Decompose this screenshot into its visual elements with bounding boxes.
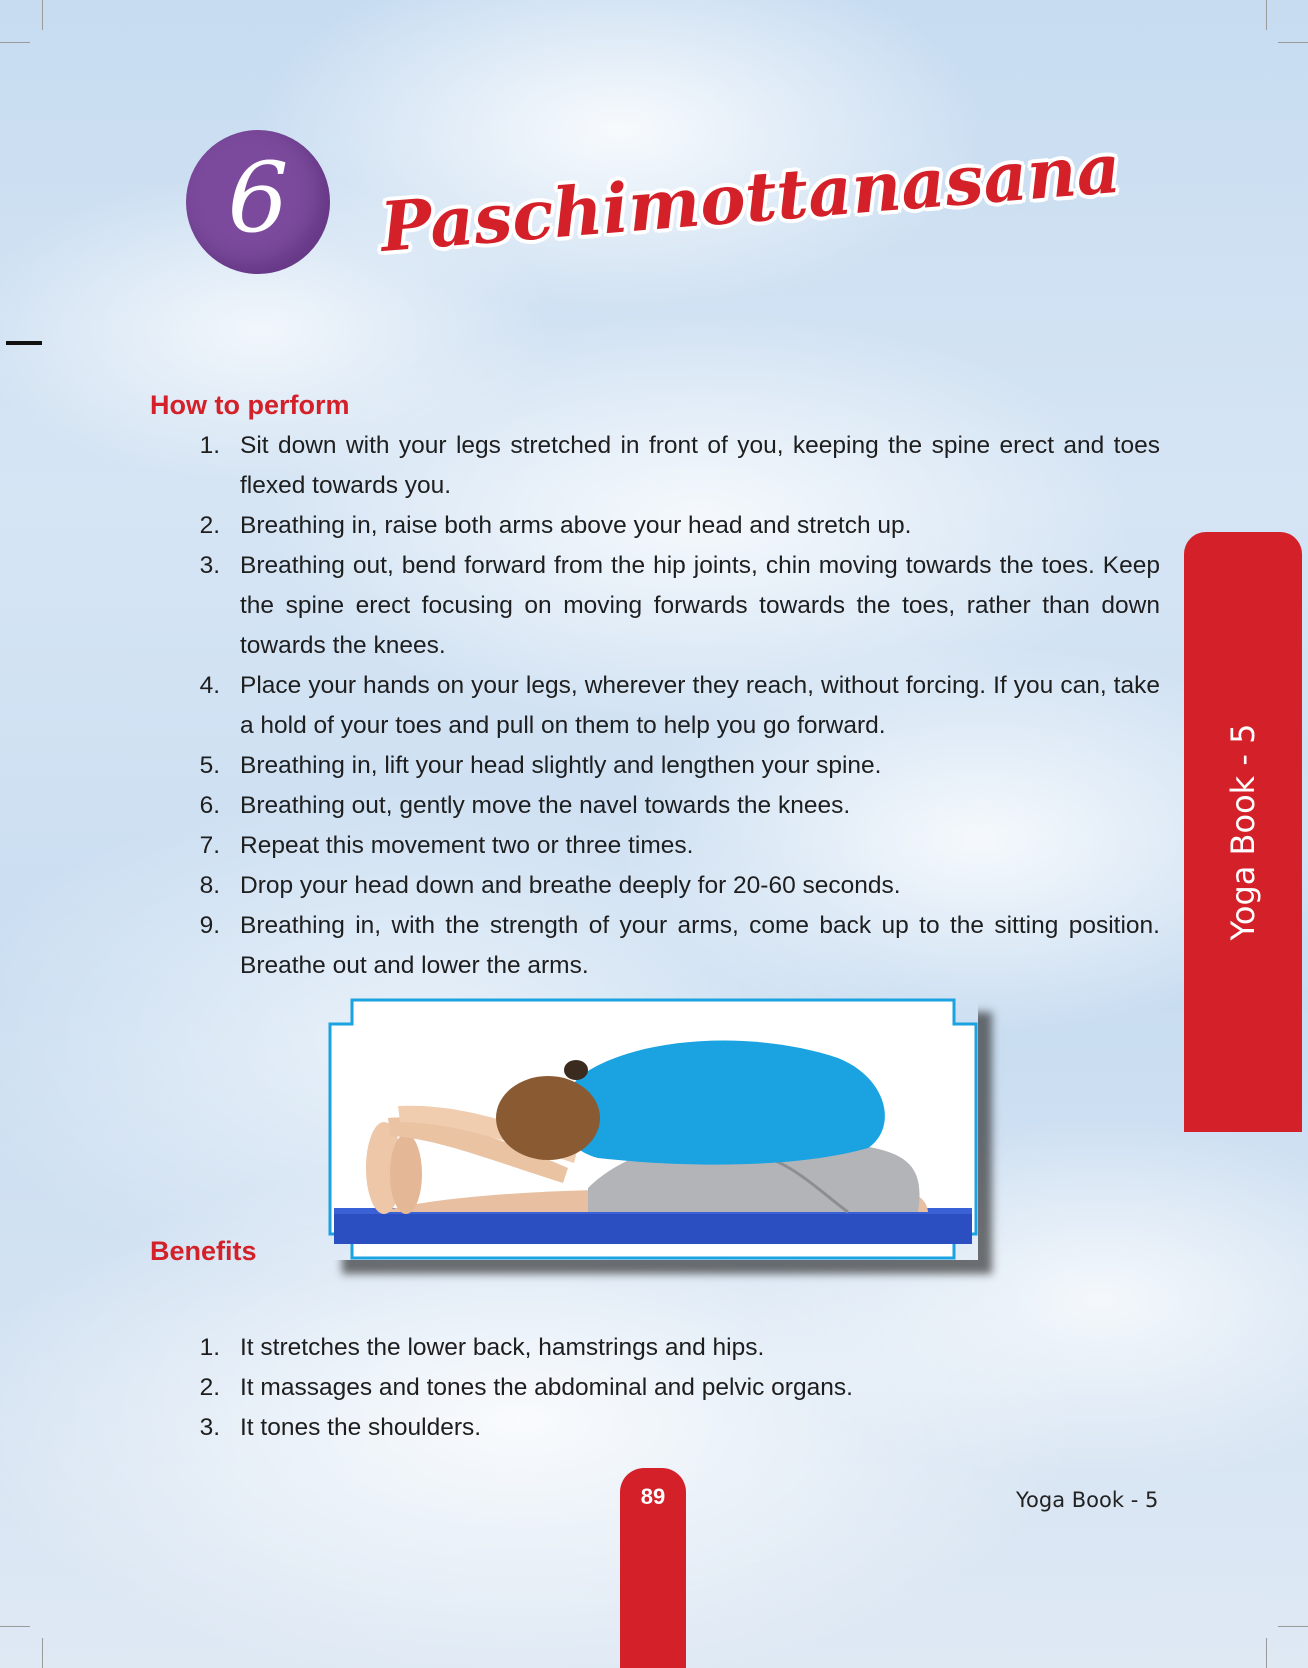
step-number: 9. xyxy=(199,912,220,939)
steps-list xyxy=(160,426,1160,986)
side-tab xyxy=(1184,532,1302,1132)
page-number-tab xyxy=(620,1468,686,1668)
benefits-list xyxy=(160,1328,1160,1448)
list-item xyxy=(160,786,1160,826)
step-number: 1. xyxy=(199,432,220,459)
benefit-number: 1. xyxy=(199,1334,220,1361)
chapter-number: 6 xyxy=(227,142,289,254)
crop-mark xyxy=(1278,42,1308,43)
crop-mark xyxy=(0,1626,30,1627)
step-text: Breathing in, raise both arms above your head and stretch up. xyxy=(240,512,912,539)
pose-photo xyxy=(328,998,978,1260)
head-shape xyxy=(496,1076,600,1160)
crop-mark xyxy=(0,42,30,43)
list-item xyxy=(160,506,1160,546)
step-text: Place your hands on your legs, wherever they reach, without forcing. If you can, take a hold of your toes and pull on them to help you go forward. xyxy=(240,672,1160,739)
side-tab-label: Yoga Book - 5 xyxy=(1224,723,1262,941)
crop-mark xyxy=(1278,1626,1308,1627)
chapter-title: Paschimottanasana xyxy=(377,128,1124,268)
list-item xyxy=(160,906,1160,986)
step-number: 7. xyxy=(199,832,220,859)
margin-dash xyxy=(6,341,42,345)
step-text: Breathing in, with the strength of your arms, come back up to the sitting position. Breathe out and lower the arms. xyxy=(240,912,1160,979)
crop-mark xyxy=(1266,1638,1267,1668)
list-item xyxy=(160,826,1160,866)
chapter-number-badge xyxy=(186,130,330,274)
benefits-heading: Benefits xyxy=(150,1236,257,1266)
list-item xyxy=(160,546,1160,666)
step-text: Breathing out, gently move the navel towards the knees. xyxy=(240,792,851,819)
footer-book-title: Yoga Book - 5 xyxy=(1016,1488,1159,1512)
list-item xyxy=(160,666,1160,746)
list-item xyxy=(160,1328,1160,1368)
step-text: Breathing out, bend forward from the hip joints, chin moving towards the toes. Keep the spine erect focusing on moving forwards towards the toes, rather than down towards the knees. xyxy=(240,552,1160,659)
how-to-perform-heading: How to perform xyxy=(150,390,350,420)
pose-photo-frame xyxy=(328,998,978,1260)
benefit-text: It tones the shoulders. xyxy=(240,1414,482,1441)
step-number: 4. xyxy=(199,672,220,699)
step-text: Repeat this movement two or three times. xyxy=(240,832,694,859)
step-text: Breathing in, lift your head slightly and lengthen your spine. xyxy=(240,752,882,779)
benefit-text: It stretches the lower back, hamstrings and hips. xyxy=(240,1334,765,1361)
step-number: 5. xyxy=(199,752,220,779)
list-item xyxy=(160,426,1160,506)
list-item xyxy=(160,1408,1160,1448)
page-number: 89 xyxy=(640,1484,666,1509)
list-item xyxy=(160,1368,1160,1408)
crop-mark xyxy=(42,0,43,30)
crop-mark xyxy=(42,1638,43,1668)
list-item xyxy=(160,866,1160,906)
step-number: 8. xyxy=(199,872,220,899)
step-number: 3. xyxy=(199,552,220,579)
benefit-text: It massages and tones the abdominal and pelvic organs. xyxy=(240,1374,853,1401)
list-item xyxy=(160,746,1160,786)
step-number: 6. xyxy=(199,792,220,819)
step-number: 2. xyxy=(199,512,220,539)
step-text: Drop your head down and breathe deeply for 20-60 seconds. xyxy=(240,872,901,899)
crop-mark xyxy=(1266,0,1267,30)
benefit-number: 2. xyxy=(199,1374,220,1401)
benefit-number: 3. xyxy=(199,1414,220,1441)
step-text: Sit down with your legs stretched in front of you, keeping the spine erect and toes flexed towards you. xyxy=(240,432,1160,499)
